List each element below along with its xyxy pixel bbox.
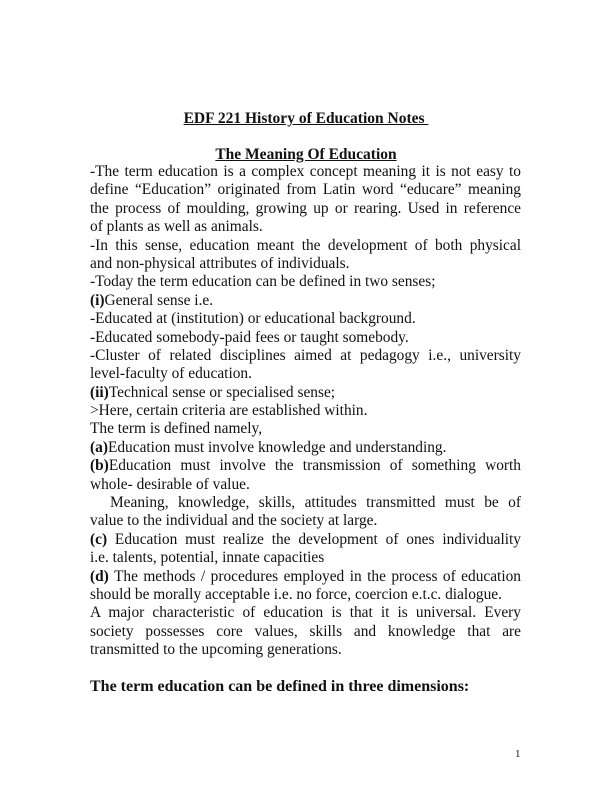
text-line xyxy=(90,347,521,365)
line-text: should be morally acceptable i.e. no force, coercion e.t.c. dialogue. xyxy=(90,585,502,603)
section-heading: The Meaning Of Education xyxy=(215,146,397,163)
line-text: The term education can be defined in three dimensions: xyxy=(90,677,470,695)
text-line xyxy=(90,641,521,659)
line-text: Education must realize the development of ones individuality xyxy=(107,530,521,548)
list-marker: (ii) xyxy=(90,383,109,401)
text-line xyxy=(90,604,521,622)
text-line xyxy=(90,586,521,604)
list-marker: (c) xyxy=(90,530,108,548)
text-line xyxy=(90,255,521,273)
text-line xyxy=(90,623,521,641)
line-text: General sense i.e. xyxy=(104,291,214,309)
line-text: society possesses core values, skills and knowledge that are xyxy=(90,622,521,640)
line-text: Education must involve the transmission of something worth xyxy=(108,457,521,475)
text-line xyxy=(90,329,521,347)
text-line xyxy=(90,476,521,494)
line-text: and non-physical attributes of individuals. xyxy=(90,254,350,272)
page-number: 1 xyxy=(515,748,521,760)
text-line xyxy=(90,549,521,567)
line-text: -Educated somebody-paid fees or taught somebody. xyxy=(90,328,409,346)
line-text: The term is defined namely, xyxy=(90,420,263,438)
text-line xyxy=(90,568,521,586)
text-line xyxy=(90,439,521,457)
line-text: Meaning, knowledge, skills, attitudes transmitted must be of xyxy=(110,494,521,512)
text-line xyxy=(90,273,521,291)
text-line xyxy=(90,402,521,420)
text-line xyxy=(90,163,521,181)
list-marker: (d) xyxy=(90,567,109,585)
line-text: Technical sense or specialised sense; xyxy=(108,383,336,401)
line-text: define “Education” originated from Latin word “educare” meaning xyxy=(90,181,521,199)
text-line xyxy=(90,531,521,549)
document-title: EDF 221 History of Education Notes xyxy=(183,110,429,127)
line-text: the process of moulding, growing up or rearing. Used in reference xyxy=(90,199,521,217)
text-line xyxy=(90,512,521,530)
text-line xyxy=(90,181,521,199)
line-text: >Here, certain criteria are established within. xyxy=(90,402,368,420)
list-marker: (a) xyxy=(90,438,108,456)
text-line xyxy=(90,365,521,383)
line-text: level-faculty of education. xyxy=(90,365,252,383)
list-marker: (b) xyxy=(90,457,109,475)
list-marker: (i) xyxy=(90,291,105,309)
text-line xyxy=(90,200,521,218)
line-text: i.e. talents, potential, innate capacities xyxy=(90,549,325,567)
line-text: transmitted to the upcoming generations. xyxy=(90,641,342,659)
line-text: -The term education is a complex concept meaning it is not easy to xyxy=(90,163,521,180)
text-line xyxy=(90,494,521,512)
line-text: of plants as well as animals. xyxy=(90,218,263,236)
text-line xyxy=(90,420,521,438)
line-text: value to the individual and the society at large. xyxy=(90,512,378,530)
line-text: Education must involve knowledge and understanding. xyxy=(107,438,447,456)
line-text: -Today the term education can be defined in two senses; xyxy=(90,273,436,291)
line-text: -Educated at (institution) or educational background. xyxy=(90,310,416,328)
text-line xyxy=(90,457,521,475)
subheading-line xyxy=(90,678,521,696)
body-text xyxy=(90,163,521,696)
line-text: The methods / procedures employed in the process of education xyxy=(108,567,521,585)
text-line xyxy=(90,218,521,236)
line-text: -Cluster of related disciplines aimed at pedagogy i.e., university xyxy=(90,346,521,364)
text-line xyxy=(90,310,521,328)
line-text: whole- desirable of value. xyxy=(90,475,250,493)
text-line xyxy=(90,384,521,402)
text-line xyxy=(90,292,521,310)
line-text: A major characteristic of education is that it is universal. Every xyxy=(90,604,521,622)
blank-line xyxy=(90,660,521,678)
text-line xyxy=(90,237,521,255)
line-text: -In this sense, education meant the development of both physical xyxy=(90,236,521,254)
